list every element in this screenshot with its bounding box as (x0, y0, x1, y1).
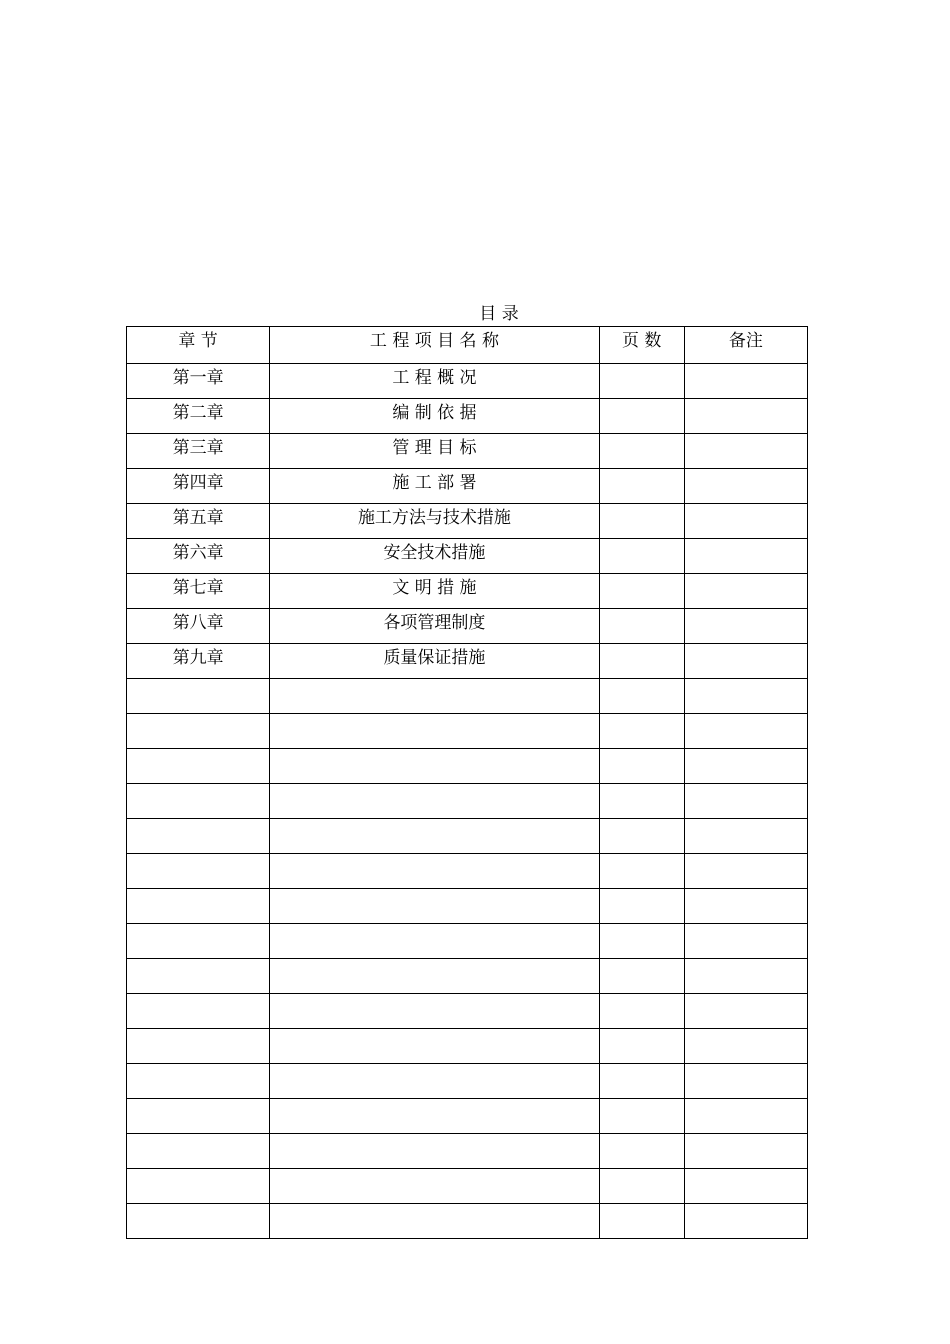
cell-chapter (127, 959, 270, 994)
cell-chapter (127, 994, 270, 1029)
cell-remarks (684, 889, 807, 924)
cell-pages (599, 1169, 684, 1204)
cell-pages (599, 959, 684, 994)
cell-name (270, 924, 599, 959)
cell-chapter: 第四章 (127, 469, 270, 504)
cell-remarks (684, 784, 807, 819)
cell-remarks (684, 1134, 807, 1169)
toc-body (127, 364, 808, 1239)
cell-pages (599, 1204, 684, 1239)
table-row (127, 1029, 808, 1064)
cell-name: 编 制 依 据 (270, 399, 599, 434)
cell-remarks (684, 854, 807, 889)
table-row (127, 749, 808, 784)
cell-remarks (684, 994, 807, 1029)
cell-chapter (127, 679, 270, 714)
cell-chapter (127, 1134, 270, 1169)
cell-remarks (684, 609, 807, 644)
cell-pages (599, 679, 684, 714)
cell-name (270, 784, 599, 819)
cell-pages (599, 854, 684, 889)
cell-name (270, 1169, 599, 1204)
cell-pages (599, 574, 684, 609)
cell-pages (599, 1029, 684, 1064)
cell-remarks (684, 574, 807, 609)
cell-chapter (127, 1029, 270, 1064)
table-row (127, 1204, 808, 1239)
cell-name (270, 1099, 599, 1134)
cell-name: 施工方法与技术措施 (270, 504, 599, 539)
cell-chapter: 第八章 (127, 609, 270, 644)
table-row (127, 1134, 808, 1169)
cell-pages (599, 1134, 684, 1169)
table-row (127, 994, 808, 1029)
table-row (127, 714, 808, 749)
page-title: 目 录 (479, 304, 519, 324)
table-row (127, 1169, 808, 1204)
cell-name (270, 1204, 599, 1239)
cell-name (270, 959, 599, 994)
cell-chapter (127, 714, 270, 749)
cell-name (270, 1029, 599, 1064)
cell-pages (599, 1064, 684, 1099)
cell-chapter: 第二章 (127, 399, 270, 434)
toc-table (126, 326, 808, 1239)
cell-pages (599, 819, 684, 854)
table-row (127, 399, 808, 434)
cell-chapter (127, 784, 270, 819)
cell-pages (599, 714, 684, 749)
cell-remarks (684, 1099, 807, 1134)
table-row (127, 364, 808, 399)
cell-pages (599, 784, 684, 819)
cell-chapter: 第六章 (127, 539, 270, 574)
table-row (127, 854, 808, 889)
cell-remarks (684, 434, 807, 469)
cell-chapter (127, 1064, 270, 1099)
cell-name (270, 994, 599, 1029)
cell-chapter: 第五章 (127, 504, 270, 539)
cell-pages (599, 504, 684, 539)
cell-pages (599, 1099, 684, 1134)
cell-remarks (684, 364, 807, 399)
table-row (127, 434, 808, 469)
cell-remarks (684, 399, 807, 434)
cell-pages (599, 539, 684, 574)
cell-chapter (127, 1099, 270, 1134)
cell-remarks (684, 539, 807, 574)
cell-pages (599, 434, 684, 469)
cell-pages (599, 644, 684, 679)
cell-name (270, 679, 599, 714)
table-row (127, 574, 808, 609)
table-row (127, 539, 808, 574)
cell-chapter (127, 1169, 270, 1204)
cell-name (270, 854, 599, 889)
cell-remarks (684, 1029, 807, 1064)
cell-remarks (684, 714, 807, 749)
cell-chapter (127, 854, 270, 889)
cell-name: 文 明 措 施 (270, 574, 599, 609)
cell-remarks (684, 749, 807, 784)
table-row (127, 1099, 808, 1134)
header-row (127, 327, 808, 364)
cell-pages (599, 994, 684, 1029)
cell-remarks (684, 469, 807, 504)
cell-name: 施 工 部 署 (270, 469, 599, 504)
cell-name: 质量保证措施 (270, 644, 599, 679)
cell-remarks (684, 1169, 807, 1204)
cell-pages (599, 399, 684, 434)
cell-remarks (684, 959, 807, 994)
cell-remarks (684, 504, 807, 539)
table-row (127, 469, 808, 504)
cell-name (270, 819, 599, 854)
cell-name: 各项管理制度 (270, 609, 599, 644)
cell-name (270, 889, 599, 924)
cell-name: 工 程 概 况 (270, 364, 599, 399)
cell-remarks (684, 1064, 807, 1099)
cell-pages (599, 749, 684, 784)
cell-chapter (127, 819, 270, 854)
cell-name (270, 1064, 599, 1099)
cell-remarks (684, 924, 807, 959)
table-row (127, 819, 808, 854)
header-chapter: 章 节 (127, 327, 270, 364)
cell-pages (599, 609, 684, 644)
cell-name (270, 714, 599, 749)
cell-chapter: 第三章 (127, 434, 270, 469)
table-row (127, 959, 808, 994)
table-row (127, 784, 808, 819)
cell-name (270, 749, 599, 784)
table-row (127, 504, 808, 539)
cell-name: 安全技术措施 (270, 539, 599, 574)
table-row (127, 644, 808, 679)
cell-chapter (127, 1204, 270, 1239)
table-row (127, 889, 808, 924)
cell-name: 管 理 目 标 (270, 434, 599, 469)
cell-remarks (684, 1204, 807, 1239)
table-row (127, 609, 808, 644)
header-name: 工 程 项 目 名 称 (270, 327, 599, 364)
cell-chapter (127, 924, 270, 959)
cell-pages (599, 469, 684, 504)
cell-name (270, 1134, 599, 1169)
cell-chapter: 第一章 (127, 364, 270, 399)
cell-remarks (684, 819, 807, 854)
table-row (127, 1064, 808, 1099)
cell-remarks (684, 679, 807, 714)
cell-pages (599, 364, 684, 399)
header-pages: 页 数 (599, 327, 684, 364)
cell-pages (599, 924, 684, 959)
table-row (127, 679, 808, 714)
cell-chapter: 第九章 (127, 644, 270, 679)
cell-chapter (127, 749, 270, 784)
cell-chapter: 第七章 (127, 574, 270, 609)
cell-chapter (127, 889, 270, 924)
cell-pages (599, 889, 684, 924)
header-remarks: 备注 (684, 327, 807, 364)
cell-remarks (684, 644, 807, 679)
table-row (127, 924, 808, 959)
